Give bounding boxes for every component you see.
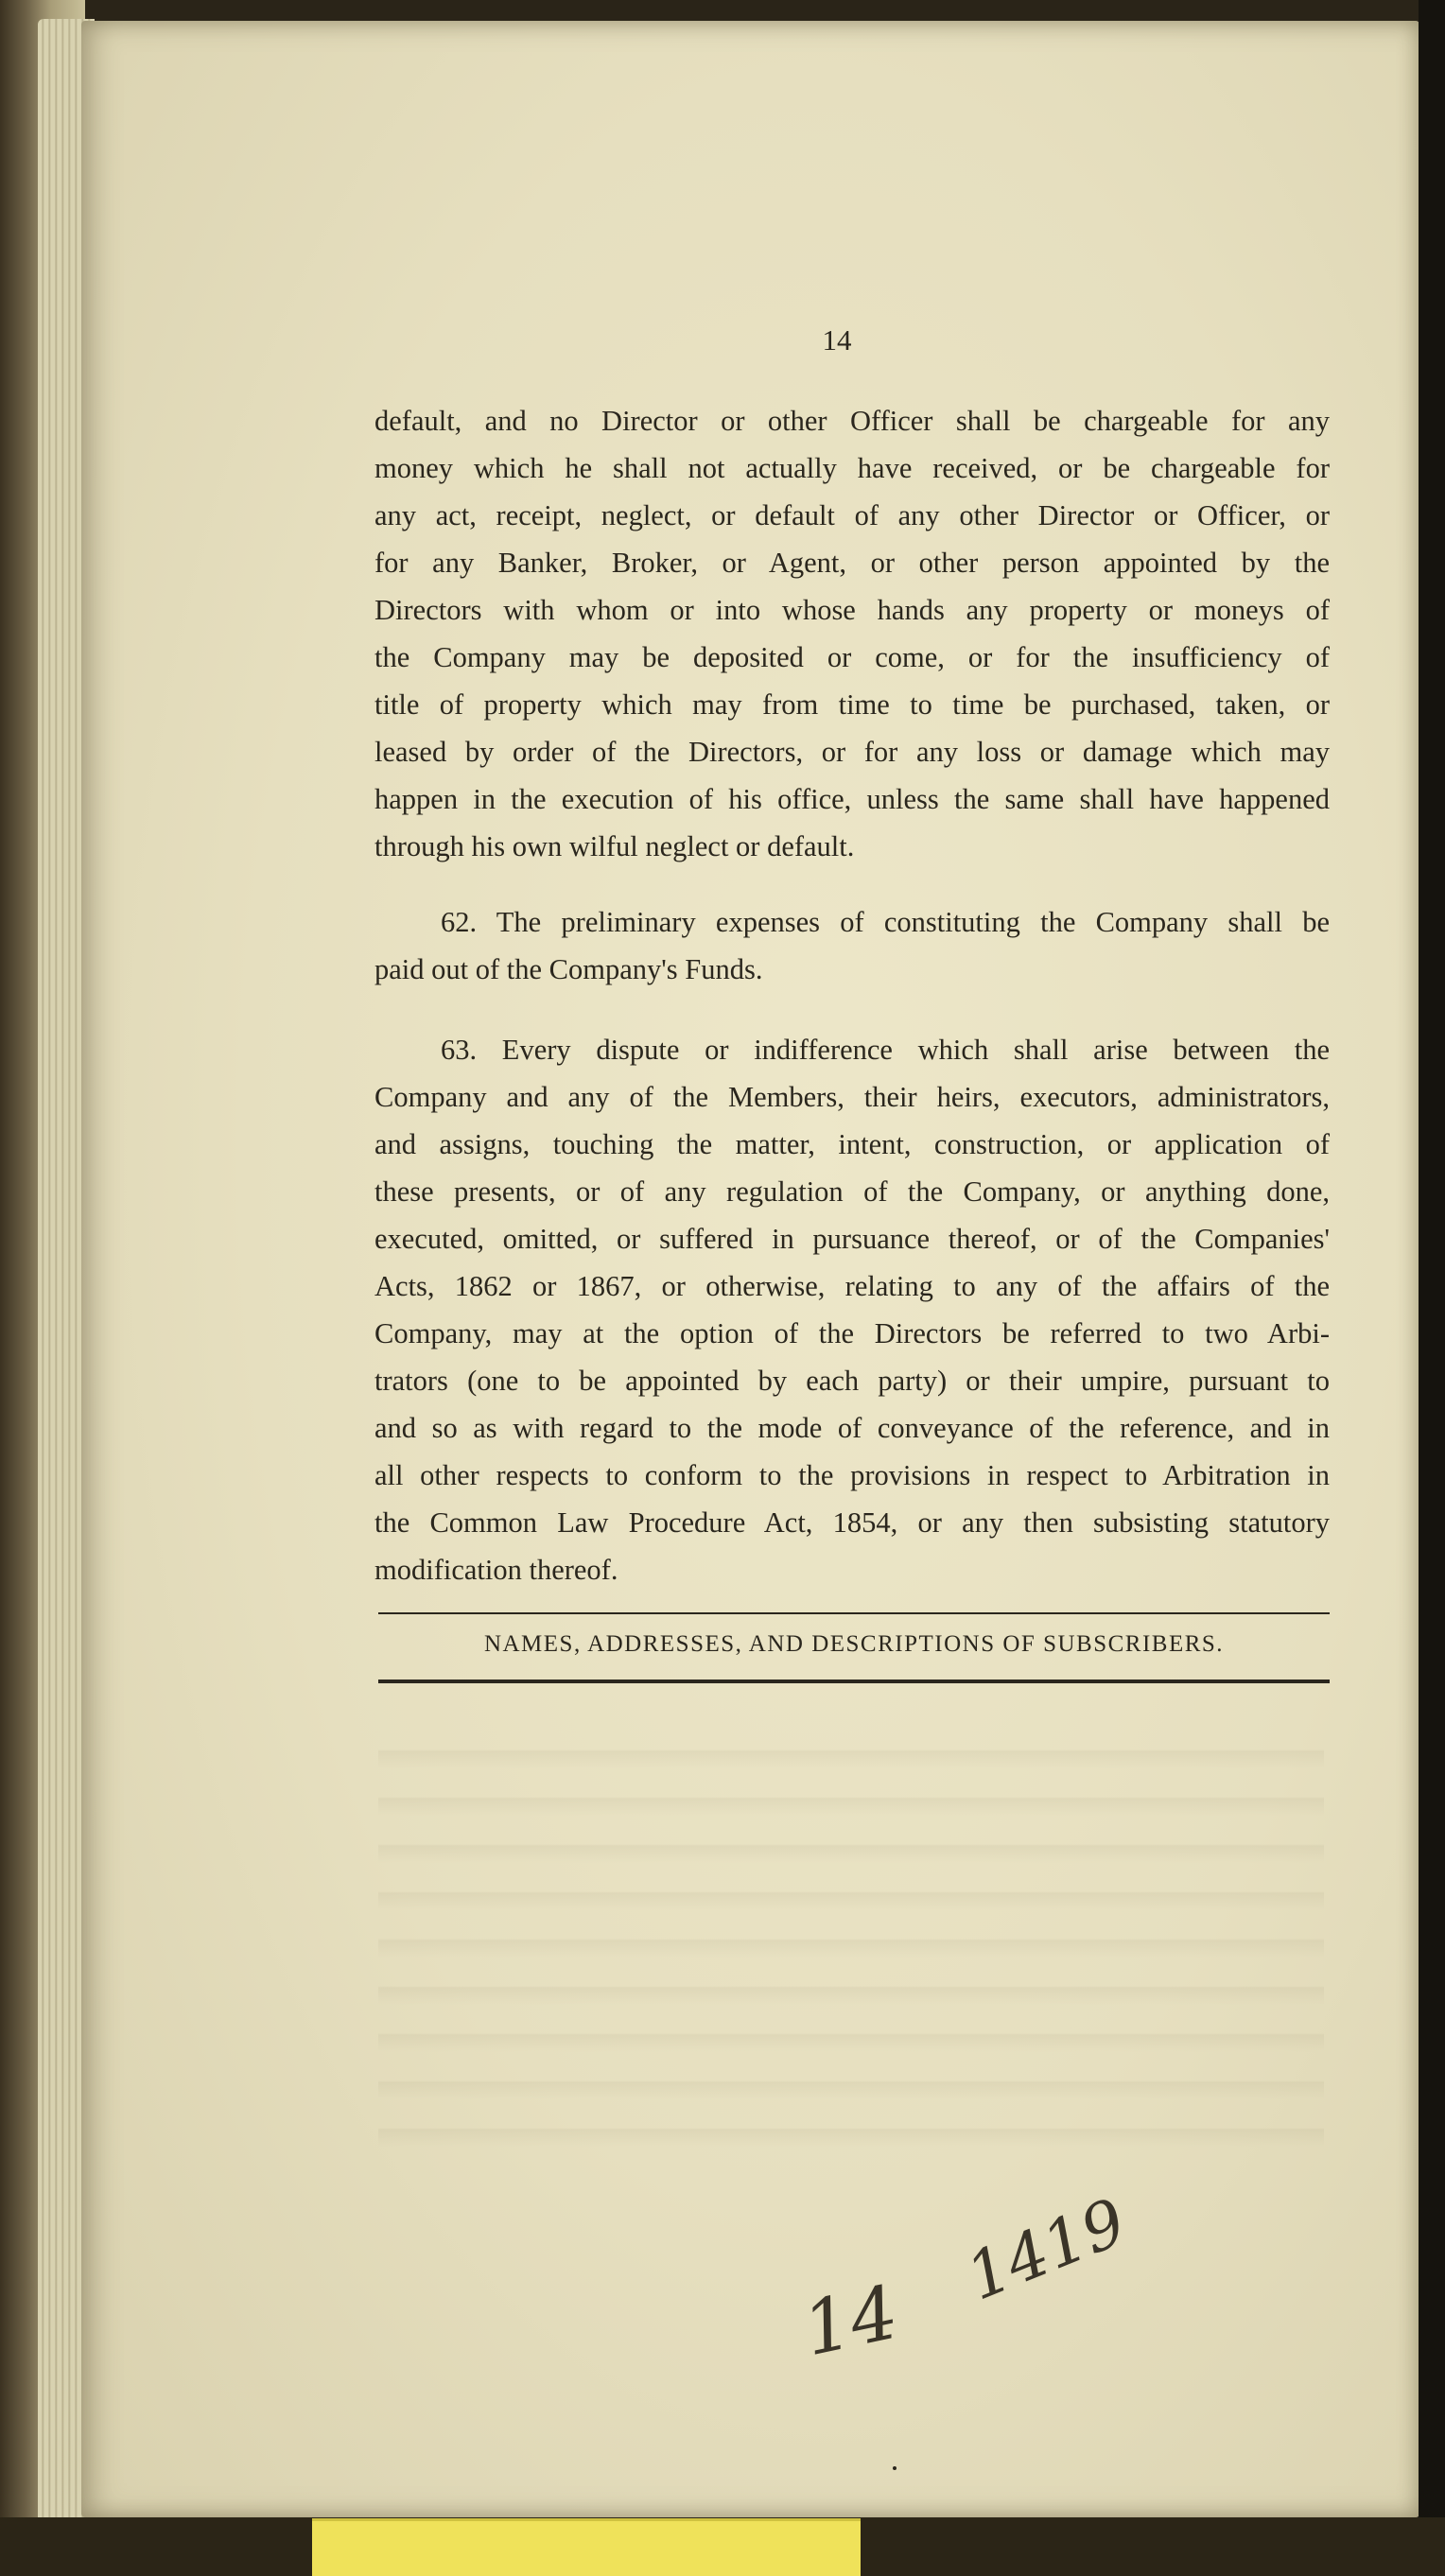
clause-63-line: Company and any of the Members, their heirs, executors, administrators, [374,1081,1330,1113]
scan-border-right [1419,0,1445,2576]
subscribers-heading: NAMES, ADDRESSES, AND DESCRIPTIONS OF SUBSCRIBERS. [483,1631,1225,1657]
text-line: money which he shall not actually have received, or be chargeable for [374,452,1330,484]
clause-62-line: 62. The preliminary expenses of constituting the Company shall be [441,906,1330,938]
clause-63-line: modification thereof. [374,1554,618,1586]
clause-63-line: the Common Law Procedure Act, 1854, or any then subsisting statutory [374,1506,1330,1539]
text-line: happen in the execution of his office, unless the same shall have happened [374,783,1330,815]
clause-63-line: trators (one to be appointed by each party) or their umpire, pursuant to [374,1365,1330,1397]
text-line: leased by order of the Directors, or for any loss or damage which may [374,736,1330,768]
clause-62-line: paid out of the Company's Funds. [374,953,763,985]
text-line: through his own wilful neglect or default. [374,830,855,862]
text-line: the Company may be deposited or come, or for the insufficiency of [374,641,1330,673]
clause-63-line: executed, omitted, or suffered in pursuance thereof, or of the Companies' [374,1223,1330,1255]
clause-63-line: all other respects to conform to the provisions in respect to Arbitration in [374,1459,1330,1491]
yellow-tab-marker [312,2518,861,2576]
handwritten-note: 14 [795,2270,906,2374]
clause-63-line: 63. Every dispute or indifference which shall arise between the [441,1034,1330,1066]
page-number: 14 [822,323,852,357]
clause-63-line: and so as with regard to the mode of conveyance of the reference, and in [374,1412,1330,1444]
clause-63-line: and assigns, touching the matter, intent, construction, or application of [374,1128,1330,1160]
text-line: any act, receipt, neglect, or default of any other Director or Officer, or [374,499,1330,531]
clause-63-line: Company, may at the option of the Directors be referred to two Arbi- [374,1317,1330,1349]
text-line: default, and no Director or other Officer shall be chargeable for any [374,405,1330,437]
text-line: Directors with whom or into whose hands any property or moneys of [374,594,1330,626]
handwritten-note: 1419 [956,2184,1137,2316]
clause-63-line: Acts, 1862 or 1867, or otherwise, relating to any of the affairs of the [374,1270,1330,1302]
divider-rule-thick [378,1680,1330,1683]
clause-63-line: these presents, or of any regulation of the Company, or anything done, [374,1175,1330,1208]
text-line: title of property which may from time to time be purchased, taken, or [374,688,1330,721]
ink-dot [893,2466,897,2470]
bleed-through-area [378,1721,1324,2175]
divider-rule [378,1612,1330,1614]
text-line: for any Banker, Broker, or Agent, or other person appointed by the [374,547,1330,579]
